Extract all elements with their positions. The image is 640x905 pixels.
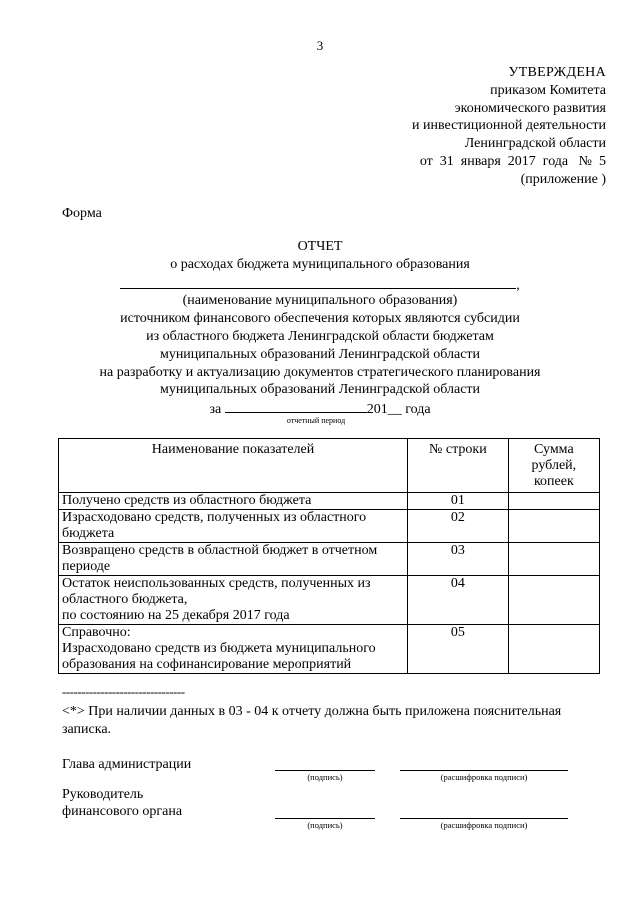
report-subtitle: о расходах бюджета муниципального образования: [170, 257, 470, 272]
period-prefix: за: [209, 402, 222, 417]
row-number: 03: [408, 543, 509, 576]
approval-title: УТВЕРЖДЕНА: [508, 65, 606, 80]
finance-signature-decode-field[interactable]: [400, 818, 568, 819]
row-amount-cell[interactable]: [508, 625, 599, 674]
row-amount-cell[interactable]: [508, 510, 599, 543]
signature-decode-caption: (расшифровка подписи): [440, 820, 528, 830]
finance-signature-label-1: Руководитель: [62, 787, 144, 802]
approval-line: Ленинградской области: [464, 136, 606, 152]
approval-line: экономического развития: [454, 100, 606, 116]
header-row-number: № строки: [408, 439, 509, 493]
table-header-row: [59, 439, 600, 493]
row-number: 02: [408, 510, 509, 543]
signature-caption: (подпись): [307, 820, 343, 830]
report-title: ОТЧЕТ: [297, 239, 343, 254]
row-name: Остаток неиспользованных средств, полученных из областного бюджета, по состоянию на 25 декабря 2017 года: [59, 576, 408, 625]
row-amount-cell[interactable]: [508, 576, 599, 625]
table-row: [59, 625, 600, 674]
period-year: 201__ года: [366, 402, 431, 417]
approval-line: приказом Комитета: [490, 82, 606, 98]
report-desc-line: муниципальных образований Ленинградской области: [159, 347, 481, 362]
finance-signature-label-2: финансового органа: [62, 804, 183, 819]
row-number: 05: [408, 625, 509, 674]
table-row: [59, 510, 600, 543]
header-indicators: Наименование показателей: [59, 439, 408, 493]
head-signature-field[interactable]: [275, 770, 375, 771]
table-row: [59, 543, 600, 576]
report-table: [58, 438, 600, 674]
row-number: 01: [408, 493, 509, 510]
period-field[interactable]: [225, 398, 367, 413]
header-amount: Сумма рублей, копеек: [508, 439, 599, 493]
report-desc-line: источником финансового обеспечения которых являются субсидии: [120, 311, 520, 326]
footnote-separator: --------------------------------: [62, 684, 185, 699]
approval-line: и инвестиционной деятельности: [412, 118, 606, 134]
row-name: Справочно: Израсходовано средств из бюджета муниципального образования на софинансирование мероприятий: [59, 625, 408, 674]
head-signature-label: Глава администрации: [62, 757, 192, 772]
signature-decode-caption: (расшифровка подписи): [440, 772, 528, 782]
report-desc-line: из областного бюджета Ленинградской области бюджетам: [146, 329, 494, 344]
page-number: 3: [316, 38, 324, 53]
report-desc-line: муниципальных образований Ленинградской области: [159, 382, 481, 397]
table-row: [59, 576, 600, 625]
table-row: [59, 493, 600, 510]
municipality-name-field[interactable]: [120, 274, 516, 289]
comma: ,: [516, 278, 520, 293]
row-amount-cell[interactable]: [508, 493, 599, 510]
signature-caption: (подпись): [307, 772, 343, 782]
row-number: 04: [408, 576, 509, 625]
row-name: Израсходовано средств, полученных из областного бюджета: [59, 510, 408, 543]
report-desc-line: на разработку и актуализацию документов стратегического планирования: [99, 365, 541, 380]
footnote-text: <*> При наличии данных в 03 - 04 к отчету должна быть приложена пояснительная записка.: [62, 704, 562, 737]
municipality-name-caption: (наименование муниципального образования): [182, 293, 458, 308]
row-name: Получено средств из областного бюджета: [59, 493, 408, 510]
form-label: Форма: [62, 206, 102, 221]
approval-date: от 31 января 2017 года № 5: [419, 153, 606, 169]
row-amount-cell[interactable]: [508, 543, 599, 576]
row-name: Возвращено средств в областной бюджет в отчетном периоде: [59, 543, 408, 576]
approval-block: [412, 64, 606, 189]
finance-signature-field[interactable]: [275, 818, 375, 819]
head-signature-decode-field[interactable]: [400, 770, 568, 771]
period-caption: отчетный период: [286, 416, 346, 425]
approval-appendix: (приложение ): [520, 171, 606, 187]
